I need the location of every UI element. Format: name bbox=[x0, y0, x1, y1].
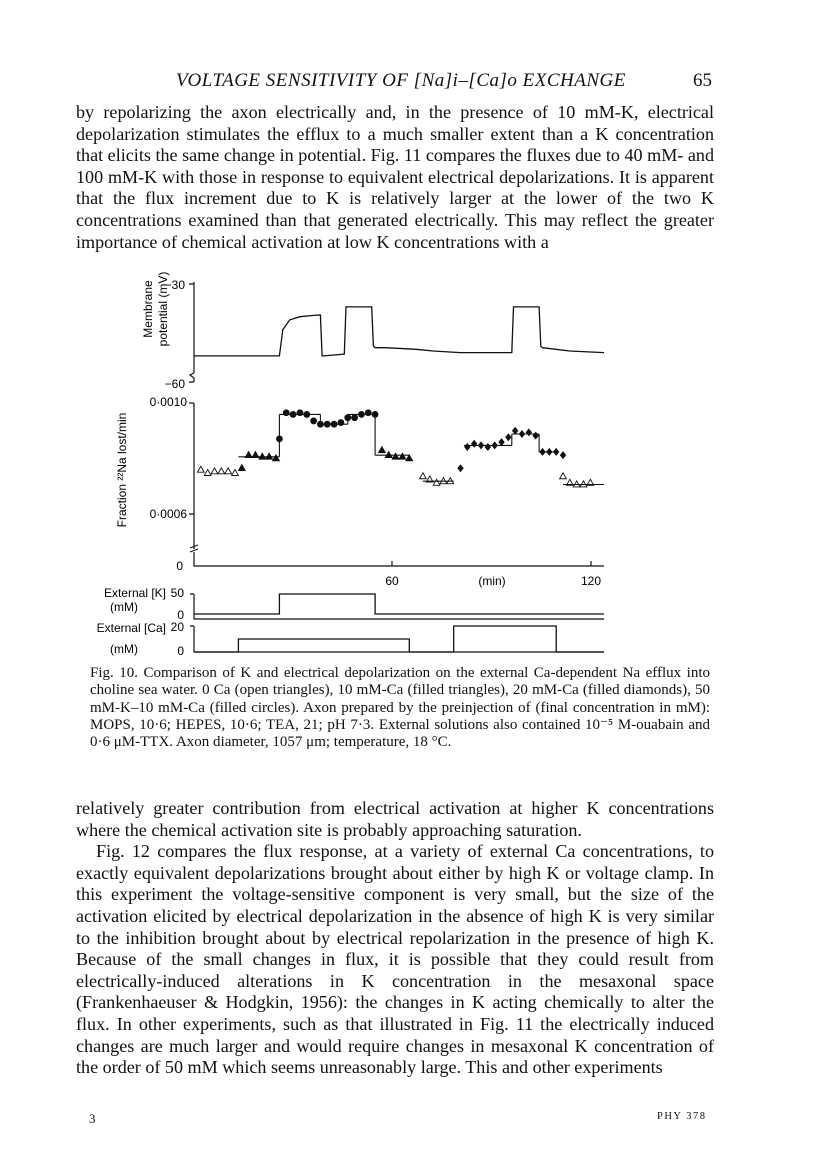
flux-point-filled-circle bbox=[365, 409, 372, 416]
flux-point-filled-circle bbox=[297, 409, 304, 416]
paragraph-bottom-1: relatively greater contribution from electrical activation at higher K concentrations where the chemical activation site is probably approaching saturation. bbox=[76, 798, 714, 840]
flux-point-open-triangle bbox=[211, 468, 218, 474]
flux-point-filled-circle bbox=[351, 414, 358, 421]
k-tick-bottom: 0 bbox=[177, 608, 184, 622]
flux-point-filled-triangle bbox=[238, 465, 245, 471]
k-axis bbox=[190, 594, 604, 619]
flux-point-filled-triangle bbox=[392, 453, 399, 459]
k-axis-label-1: External [K] bbox=[103, 586, 166, 600]
flux-point-open-triangle bbox=[218, 468, 225, 474]
flux-point-open-triangle bbox=[204, 469, 211, 475]
figure-10 bbox=[76, 262, 716, 662]
mp-axis-label-2: potential (mV) bbox=[156, 271, 170, 347]
flux-point-filled-diamond bbox=[457, 464, 463, 472]
mp-axis bbox=[189, 282, 194, 382]
figure-caption: Fig. 10. Comparison of K and electrical depolarization on the external Ca-dependent Na efflux into choline sea water. 0 Ca (open triangles), 10 mM-Ca (filled triangles), 20 mM-Ca (filled diamonds), 50 mM-K–10 mM-Ca (filled circles). Axon prepared by the preinjection of (final concentration in mM): MOPS, 10·6; HEPES, 10·6; TEA, 21; pH 7·3. External solutions also contained 10⁻⁵ M-ouabain and 0·6 μM-TTX. Axon diameter, 1057 μm; temperature, 18 °C. bbox=[90, 665, 710, 751]
flux-point-filled-triangle bbox=[379, 447, 386, 453]
flux-tick-top: 0·0010 bbox=[149, 395, 187, 409]
flux-point-open-triangle bbox=[232, 469, 239, 475]
flux-point-filled-diamond bbox=[532, 432, 538, 440]
running-title: VOLTAGE SENSITIVITY OF [Na]i–[Ca]o EXCHANGE bbox=[176, 70, 626, 91]
flux-axis-label: Fraction ²²Na lost/min bbox=[115, 412, 129, 528]
ca-axis-label-1: External [Ca] bbox=[96, 621, 166, 635]
flux-point-filled-diamond bbox=[485, 443, 491, 451]
flux-point-filled-circle bbox=[283, 409, 290, 416]
paragraph-top: by repolarizing the axon electrically and, in the presence of 10 mM-K, electrical depolarization stimulates the efflux to a much smaller extent than a K concentration that elicits the same change in potential. Fig. 11 compares the fluxes due to 40 mM- and 100 mM-K with those in response to equivalent electrical depolarizations. It is apparent that the flux increment due to K is relatively larger at the lower of the two K concentrations examined than that generated electrically. This may reflect the greater importance of chemical activation at low K concentrations with a bbox=[76, 102, 714, 252]
running-header bbox=[76, 70, 712, 94]
flux-point-open-triangle bbox=[560, 473, 567, 479]
flux-point-open-triangle bbox=[433, 479, 440, 485]
membrane-potential-trace bbox=[194, 307, 604, 356]
flux-tick-zero: 0 bbox=[176, 559, 183, 573]
ca-axis-label-2: (mM) bbox=[110, 642, 138, 656]
x-tick-120: 120 bbox=[580, 574, 602, 588]
flux-point-filled-triangle bbox=[399, 453, 406, 459]
flux-point-open-triangle bbox=[225, 468, 232, 474]
paragraph-bottom-2: Fig. 12 compares the flux response, at a variety of external Ca concentrations, to exactly equivalent depolarizations brought about either by high K or voltage clamp. In this experiment the voltage-sensitive component is very small, but the size of the activation elicited by electrical depolarization in the absence of high K is very similar to the inhibition brought about by electrical repolarization in the presence of high K. Because of the small changes in flux, it is possible that they could result from electrically-induced alterations in K concentration in the mesaxonal space (Frankenhaeuser & Hodgkin, 1956): the changes in K acting chemically to alter the flux. In other experiments, such as that illustrated in Fig. 11 the electrically induced changes are much larger and would require changes in mesaxonal K concentration of the order of 50 mM which seems unreasonably large. This and other experiments bbox=[76, 841, 714, 1078]
mp-tick-top: −30 bbox=[164, 278, 185, 292]
x-tick-60: 60 bbox=[385, 574, 399, 588]
page-number: 65 bbox=[693, 70, 712, 91]
flux-tick-mid: 0·0006 bbox=[149, 507, 187, 521]
flux-point-open-triangle bbox=[580, 481, 587, 487]
flux-point-open-triangle bbox=[197, 466, 204, 472]
paragraph-bottom bbox=[76, 798, 714, 1079]
k-tick-top: 50 bbox=[170, 586, 184, 600]
flux-point-open-triangle bbox=[440, 478, 447, 484]
flux-point-open-triangle bbox=[447, 478, 454, 484]
ca-tick-top: 20 bbox=[170, 620, 184, 634]
flux-point-filled-triangle bbox=[259, 453, 266, 459]
external-ca-trace bbox=[194, 626, 604, 652]
mp-tick-bottom: −60 bbox=[164, 377, 185, 391]
external-k-trace bbox=[194, 594, 604, 614]
flux-point-filled-circle bbox=[338, 419, 345, 426]
flux-point-filled-diamond bbox=[464, 443, 470, 451]
flux-axis bbox=[189, 403, 604, 566]
flux-point-filled-circle bbox=[310, 418, 317, 425]
x-axis-unit: (min) bbox=[478, 574, 506, 588]
flux-point-filled-triangle bbox=[385, 452, 392, 458]
flux-point-filled-diamond bbox=[505, 433, 511, 441]
flux-point-open-triangle bbox=[420, 473, 427, 479]
figure-10-chart bbox=[76, 262, 716, 662]
mp-axis-label-1: Membrane bbox=[141, 280, 155, 338]
flux-point-filled-diamond bbox=[471, 440, 477, 448]
footer-signature: 3 bbox=[89, 1111, 96, 1126]
flux-point-filled-diamond bbox=[560, 451, 566, 459]
flux-point-filled-triangle bbox=[266, 453, 273, 459]
flux-point-open-triangle bbox=[573, 481, 580, 487]
flux-point-filled-diamond bbox=[526, 428, 532, 436]
ca-tick-bottom: 0 bbox=[177, 644, 184, 658]
flux-point-filled-triangle bbox=[273, 455, 280, 461]
k-axis-label-2: (mM) bbox=[110, 600, 138, 614]
footer-journal-code: PHY 378 bbox=[657, 1111, 707, 1122]
